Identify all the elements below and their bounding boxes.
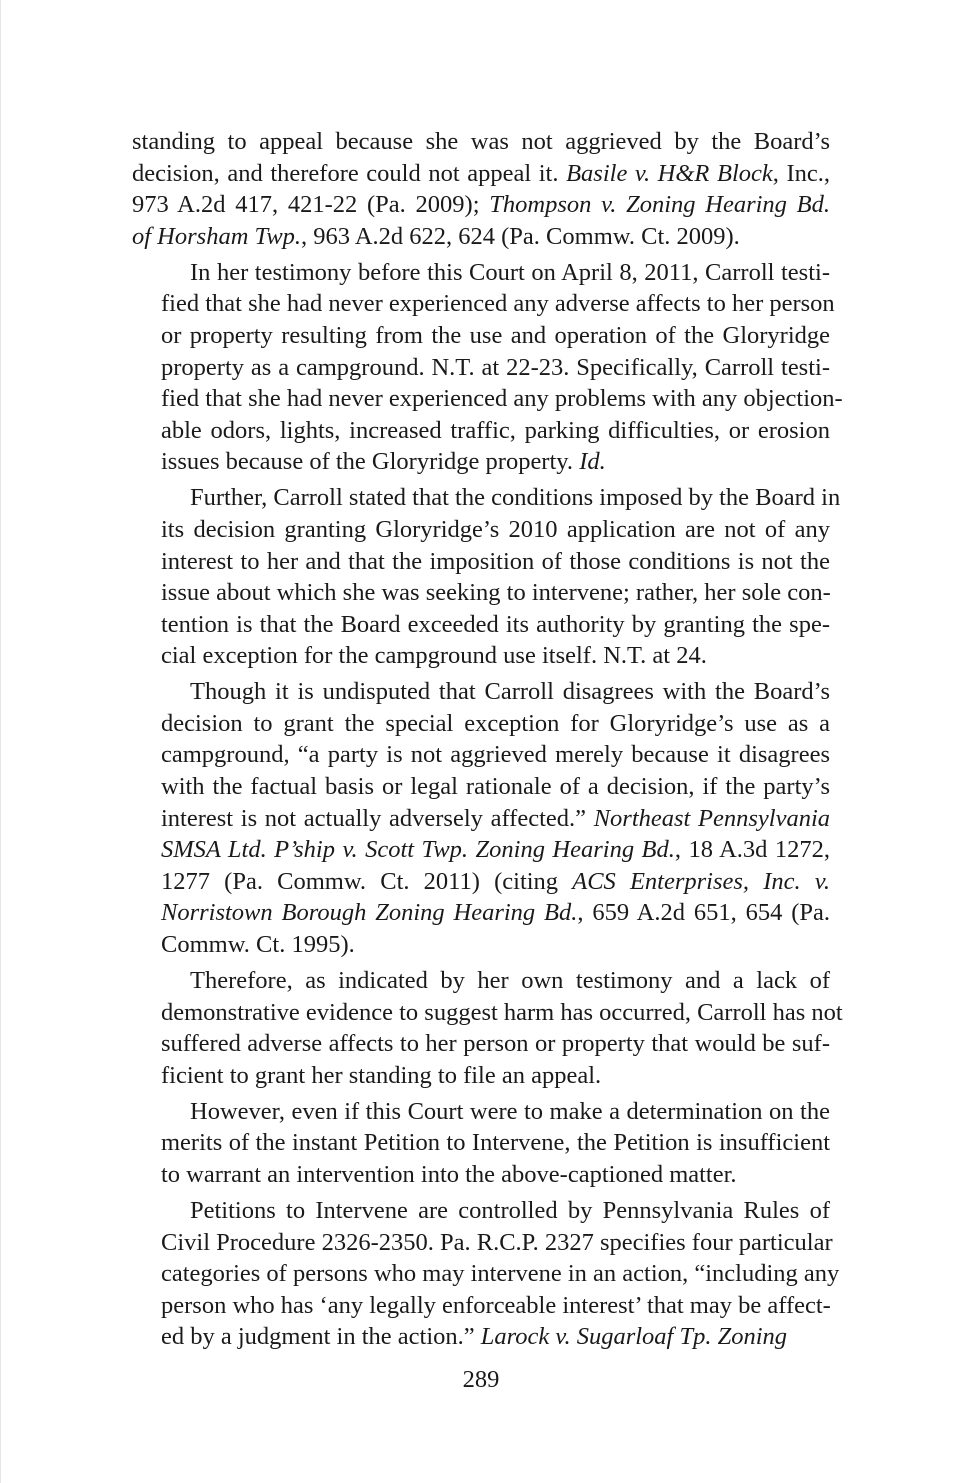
text-run: , Inc., xyxy=(772,159,830,187)
citation-italic: Larock v. Sugarloaf Tp. Zoning xyxy=(480,1323,788,1351)
text-line xyxy=(132,803,830,835)
paragraph-p1 xyxy=(132,126,830,252)
text-run: However, even if this Court were to make a determination on the xyxy=(190,1097,830,1125)
citation-italic: ACS Enterprises, Inc. v. xyxy=(572,867,830,895)
text-line xyxy=(132,383,843,415)
citation-italic: of Horsham Twp. xyxy=(132,222,302,250)
text-line xyxy=(132,257,830,289)
text-run: 1277 (Pa. Commw. Ct. 2011) (citing xyxy=(161,867,573,895)
text-line xyxy=(132,1227,833,1259)
citation-italic: Northeast Pennsylvania xyxy=(593,804,831,832)
text-run: person who has ‘any legally enforceable interest’ that may be affect- xyxy=(161,1291,831,1319)
text-run: cial exception for the campground use itself. N.T. at 24. xyxy=(161,642,707,670)
text-run: issues because of the Gloryridge property. xyxy=(161,448,580,476)
citation-italic: Basile v. H&R Block xyxy=(566,159,773,187)
paragraph-p5 xyxy=(132,965,843,1091)
text-line xyxy=(132,997,843,1029)
text-run: Further, Carroll stated that the conditions imposed by the Board in xyxy=(190,484,841,512)
paragraph-p2 xyxy=(132,257,843,478)
text-line xyxy=(132,1290,830,1322)
text-run: fied that she had never experienced any problems with any objection- xyxy=(161,385,843,413)
text-line xyxy=(132,1258,840,1290)
text-run: Civil Procedure 2326-2350. Pa. R.C.P. 2327 specifies four particular xyxy=(161,1228,833,1256)
text-line xyxy=(132,866,830,898)
citation-italic: Thompson v. Zoning Hearing Bd. xyxy=(489,191,831,219)
citation-italic: Norristown Borough Zoning Hearing Bd. xyxy=(161,899,578,927)
text-line xyxy=(132,482,841,514)
paragraph-p4 xyxy=(132,676,830,960)
text-run: decision, and therefore could not appeal it. xyxy=(132,159,567,187)
text-run: tention is that the Board exceeded its authority by granting the spe- xyxy=(161,610,830,638)
text-run: In her testimony before this Court on April 8, 2011, Carroll testi- xyxy=(190,258,830,286)
text-run: Petitions to Intervene are controlled by Pennsylvania Rules of xyxy=(190,1196,830,1224)
paragraph-p6 xyxy=(132,1096,830,1191)
text-line xyxy=(132,546,830,578)
text-line xyxy=(132,288,835,320)
text-run: suffered adverse affects to her person or property that would be suf- xyxy=(161,1030,830,1058)
text-line xyxy=(132,609,830,641)
text-run: its decision granting Gloryridge’s 2010 application are not of any xyxy=(161,515,830,543)
text-line xyxy=(132,1127,830,1159)
text-run: merits of the instant Petition to Intervene, the Petition is insufficient xyxy=(161,1129,830,1157)
body-text xyxy=(132,126,843,1357)
text-run: fied that she had never experienced any adverse affects to her person xyxy=(161,290,835,318)
text-run: interest to her and that the imposition of those conditions is not the xyxy=(161,547,830,575)
text-line xyxy=(132,640,830,672)
text-run: Commw. Ct. 1995). xyxy=(161,931,355,959)
text-line xyxy=(132,1060,830,1092)
text-line xyxy=(132,1159,830,1191)
text-line xyxy=(132,514,830,546)
text-line xyxy=(132,126,830,158)
text-line xyxy=(132,221,830,253)
text-run: able odors, lights, increased traffic, parking difficulties, or erosion xyxy=(161,416,830,444)
text-run: with the factual basis or legal rationale of a decision, if the party’s xyxy=(161,773,830,801)
text-run: demonstrative evidence to suggest harm has occurred, Carroll has not xyxy=(161,998,843,1026)
citation-italic: SMSA Ltd. P’ship v. Scott Twp. Zoning Hearing Bd. xyxy=(161,836,675,864)
text-line xyxy=(132,446,830,478)
text-run: standing to appeal because she was not aggrieved by the Board’s xyxy=(132,128,830,155)
text-line xyxy=(132,676,830,708)
text-run: interest is not actually adversely affected.” xyxy=(161,804,594,832)
text-run: to warrant an intervention into the above-captioned matter. xyxy=(161,1160,737,1188)
text-line xyxy=(132,1096,830,1128)
text-run: or property resulting from the use and operation of the Gloryridge xyxy=(161,321,830,349)
text-run: categories of persons who may intervene in an action, “including any xyxy=(161,1260,840,1288)
paragraph-p3 xyxy=(132,482,841,672)
text-line xyxy=(132,708,830,740)
text-run: Though it is undisputed that Carroll disagrees with the Board’s xyxy=(190,678,830,706)
text-run: Therefore, as indicated by her own testimony and a lack of xyxy=(190,967,830,994)
text-run: property as a campground. N.T. at 22-23. Specifically, Carroll testi- xyxy=(161,353,830,381)
text-line xyxy=(132,1028,830,1060)
text-run: ficient to grant her standing to file an appeal. xyxy=(161,1061,602,1089)
citation-italic: Id. xyxy=(579,448,606,476)
page-number: 289 xyxy=(462,1366,500,1393)
text-line xyxy=(132,320,830,352)
text-line xyxy=(132,189,830,221)
text-run: , 963 A.2d 622, 624 (Pa. Commw. Ct. 2009). xyxy=(301,222,740,250)
text-line xyxy=(132,965,830,997)
text-line xyxy=(132,352,830,384)
text-run: 973 A.2d 417, 421-22 (Pa. 2009); xyxy=(132,191,490,219)
text-line xyxy=(132,1195,830,1227)
text-run: campground, “a party is not aggrieved merely because it disagrees xyxy=(161,741,830,769)
text-line xyxy=(132,897,830,929)
text-line xyxy=(132,771,830,803)
text-line xyxy=(132,415,830,447)
text-line xyxy=(132,739,830,771)
paragraph-p7 xyxy=(132,1195,840,1353)
text-run: , 659 A.2d 651, 654 (Pa. xyxy=(577,899,830,927)
text-run: decision to grant the special exception for Gloryridge’s use as a xyxy=(161,709,830,737)
text-line xyxy=(132,929,830,961)
text-line xyxy=(132,1321,830,1353)
text-run: ed by a judgment in the action.” xyxy=(161,1323,481,1351)
text-run: , 18 A.3d 1272, xyxy=(674,836,831,864)
text-run: issue about which she was seeking to intervene; rather, her sole con- xyxy=(161,579,831,607)
text-line xyxy=(132,158,830,190)
text-line xyxy=(132,577,830,609)
text-line xyxy=(132,834,830,866)
